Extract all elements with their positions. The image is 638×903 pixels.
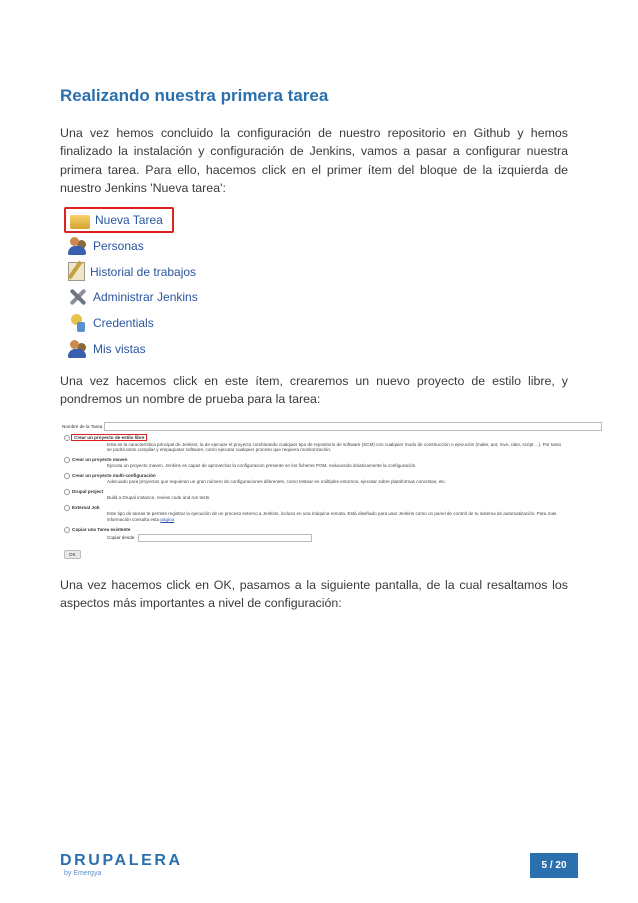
- option-title: Drupal project: [72, 488, 104, 494]
- option-title: External Job: [72, 504, 100, 510]
- option-desc: [107, 511, 567, 522]
- section-heading: Realizando nuestra primera tarea: [60, 86, 329, 105]
- credentials-icon: [68, 313, 88, 333]
- menu-item-label: Administrar Jenkins: [93, 290, 198, 305]
- new-job-form-screenshot: [62, 421, 602, 559]
- copy-from-label: Copiar desde: [107, 535, 135, 541]
- option-desc: Adecuado para proyectos que requieran un gran número de configuraciones diferentes, como testear en múltiples entornos, ejecutar sobre plataformas concretas, etc.: [107, 479, 447, 485]
- menu-item-label: Nueva Tarea: [95, 213, 163, 227]
- option-title: Crear un proyecto maven: [72, 456, 128, 462]
- copy-from-input[interactable]: [138, 534, 312, 542]
- intro-paragraph: Una vez hemos concluido la configuración de nuestro repositorio en Github y hemos finalizado la instalación y configuración de Jenkins, vamos a pasar a configurar nuestra primera tarea. Para ello, hacemos click en el primer ítem del bloque de la izquierda de nuestro Jenkins 'Nueva tarea':: [60, 126, 568, 196]
- job-name-input[interactable]: [104, 422, 602, 431]
- ok-button[interactable]: OK: [64, 550, 81, 559]
- logo-subtitle: by Emergya: [64, 870, 102, 877]
- menu-item-label: Credentials: [93, 316, 154, 331]
- menu-item-nueva-tarea[interactable]: [64, 207, 174, 233]
- more-info-link[interactable]: página: [160, 517, 175, 523]
- menu-item-administrar[interactable]: [64, 285, 204, 311]
- menu-item-label: Historial de trabajos: [90, 264, 197, 279]
- notepad-icon: [68, 262, 85, 281]
- option-desc-text: Este tipo de tareas te permite registrar la ejecución de un proceso externo a Jenkins, incluso en una máquina remota. Está diseñado para usar Jenkins como un panel de control de tu sistema de automatización. Para mas información consulta esta: [107, 511, 557, 523]
- menu-item-historial[interactable]: [64, 259, 204, 285]
- external-job-radio[interactable]: [64, 505, 70, 511]
- copy-job-radio[interactable]: [64, 527, 70, 533]
- people-icon: [68, 236, 88, 256]
- tools-icon: [68, 287, 88, 307]
- menu-item-label: Mis vistas: [93, 342, 146, 357]
- option-title: Crear un proyecto multi-configuración: [72, 472, 156, 478]
- second-paragraph: Una vez hacemos click en este ítem, crearemos un nuevo proyecto de estilo libre, y pondremos un nombre de prueba para la tarea:: [60, 374, 568, 407]
- drupal-radio[interactable]: [64, 489, 70, 495]
- people-icon: [68, 339, 88, 359]
- multiconfig-radio[interactable]: [64, 473, 70, 479]
- option-desc: Esta es la característica principal de Jenkins, la de ejecutar el proyecto combinando cualquier tipo de repositorio de software (SCM) con cualquier modo de construcción o ejecución (make, ant, mvn, rake, script ...). Por tanto se podrá tanto compilar y empaquetar software, como ejecutar cualquier proceso que requiera monitorización.: [107, 441, 562, 453]
- option-title: Crear un proyecto de estilo libre: [74, 435, 145, 440]
- option-desc: Build a Drupal instance, review code and run tests.: [107, 495, 211, 501]
- freestyle-radio[interactable]: [64, 435, 70, 441]
- folder-icon: [70, 215, 90, 229]
- menu-item-mis-vistas[interactable]: [64, 336, 204, 362]
- drupalera-logo: DRUPALERA: [60, 852, 183, 869]
- job-name-label: Nombre de la Tarea: [62, 423, 103, 429]
- maven-radio[interactable]: [64, 457, 70, 463]
- menu-item-credentials[interactable]: [64, 310, 204, 336]
- option-desc: Ejecuta un proyecto maven. Jenkins es capaz de aprovechar la configuracion presente en los ficheros POM, reduciendo drásticamente la configuración.: [107, 463, 417, 469]
- page-number: 5 / 20: [530, 853, 578, 878]
- menu-item-personas[interactable]: [64, 233, 204, 259]
- menu-item-label: Personas: [93, 238, 144, 253]
- third-paragraph: Una vez hacemos click en OK, pasamos a la siguiente pantalla, de la cual resaltamos los aspectos más importantes a nivel de configuración:: [60, 578, 568, 611]
- jenkins-menu-screenshot: [64, 207, 204, 362]
- option-title: Copiar una Tarea existente: [72, 526, 131, 532]
